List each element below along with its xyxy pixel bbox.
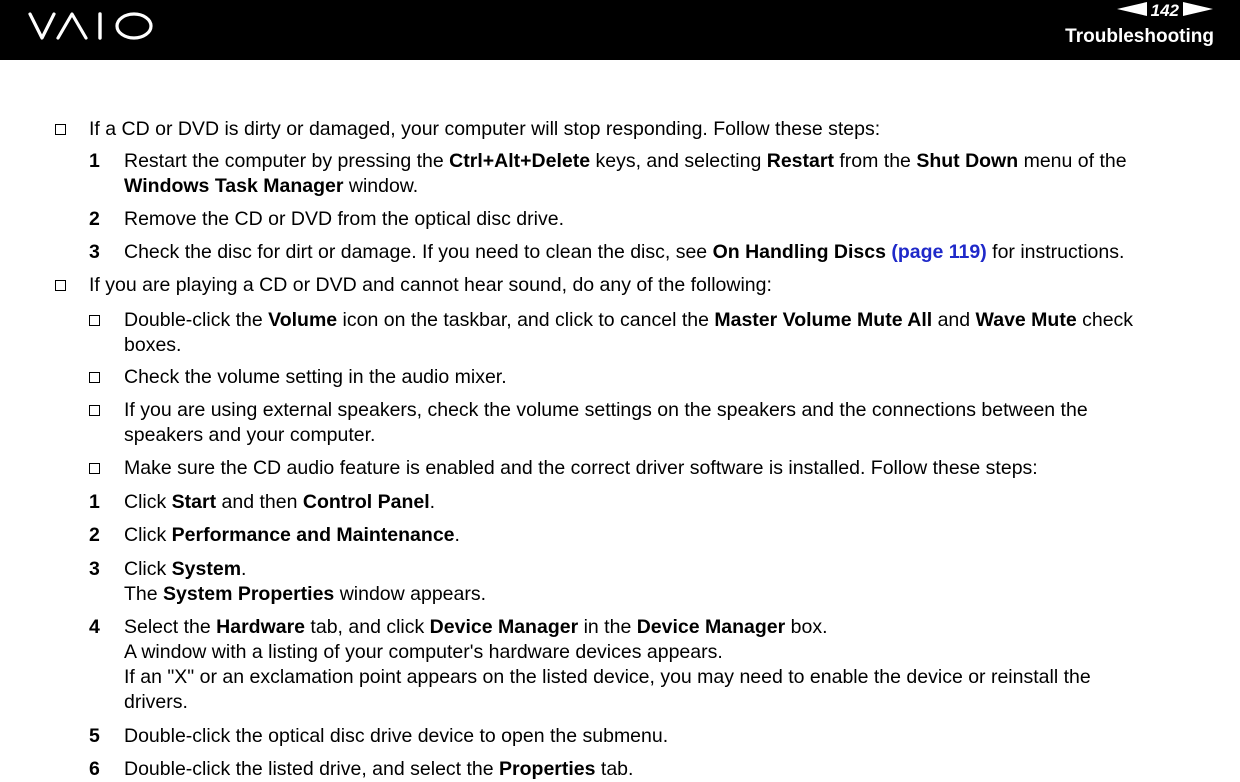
step-text: Double-click the listed drive, and select the Properties tab. [124,758,634,780]
checkbox-bullet-icon [55,280,66,291]
checkbox-bullet-icon [89,372,100,383]
step-text-continued: The System Properties window appears. [124,583,487,605]
step-text-continued: Windows Task Manager window. [124,175,419,197]
section-title: Troubleshooting [1065,26,1214,47]
step-text: Restart the computer by pressing the Ctrl+Alt+Delete keys, and selecting Restart from the Shut Down menu of the [124,150,1127,172]
step-text: Click Performance and Maintenance. [124,524,460,546]
sub-bullet-text-continued: boxes. [124,334,182,356]
bullet-item-text: If you are playing a CD or DVD and cannot hear sound, do any of the following: [89,274,772,296]
step-number: 4 [89,616,100,638]
step-text: Check the disc for dirt or damage. If you need to clean the disc, see On Handling Discs (page 119) for instructions. [124,241,1125,263]
page-header [0,0,1240,60]
sub-bullet-text: If you are using external speakers, check the volume settings on the speakers and the connections between the [124,399,1088,421]
page-reference-link[interactable]: (page 119) [891,241,987,263]
sub-bullet-text-continued: speakers and your computer. [124,424,376,446]
page-navigation [1117,0,1213,22]
step-text-continued: A window with a listing of your computer's hardware devices appears. [124,641,723,663]
step-number: 5 [89,725,100,747]
checkbox-bullet-icon [55,124,66,135]
checkbox-bullet-icon [89,405,100,416]
step-number: 3 [89,241,100,263]
checkbox-bullet-icon [89,463,100,474]
step-number: 2 [89,524,100,546]
step-text: Remove the CD or DVD from the optical disc drive. [124,208,564,230]
step-number: 2 [89,208,100,230]
step-number: 1 [89,491,100,513]
sub-bullet-text: Double-click the Volume icon on the taskbar, and click to cancel the Master Volume Mute All and Wave Mute check [124,309,1134,331]
checkbox-bullet-icon [89,315,100,326]
step-number: 3 [89,558,100,580]
page-number: 142 [1150,1,1179,20]
step-number: 6 [89,758,100,780]
previous-page-arrow-icon[interactable] [1117,2,1147,21]
next-page-arrow-icon[interactable] [1183,2,1213,21]
step-text-continued: If an "X" or an exclamation point appears on the listed device, you may need to enable the device or reinstall the [124,666,1091,688]
step-text: Select the Hardware tab, and click Device Manager in the Device Manager box. [124,616,828,638]
step-text: Double-click the optical disc drive device to open the submenu. [124,725,669,747]
step-text: Click System. [124,558,247,580]
sub-bullet-text: Make sure the CD audio feature is enabled and the correct driver software is installed. Follow these steps: [124,457,1038,479]
bullet-item-text: If a CD or DVD is dirty or damaged, your computer will stop responding. Follow these steps: [89,118,881,140]
vaio-logo [28,10,156,47]
step-text-continued: drivers. [124,691,188,713]
step-text: Click Start and then Control Panel. [124,491,436,513]
sub-bullet-text: Check the volume setting in the audio mixer. [124,366,507,388]
step-number: 1 [89,150,100,172]
